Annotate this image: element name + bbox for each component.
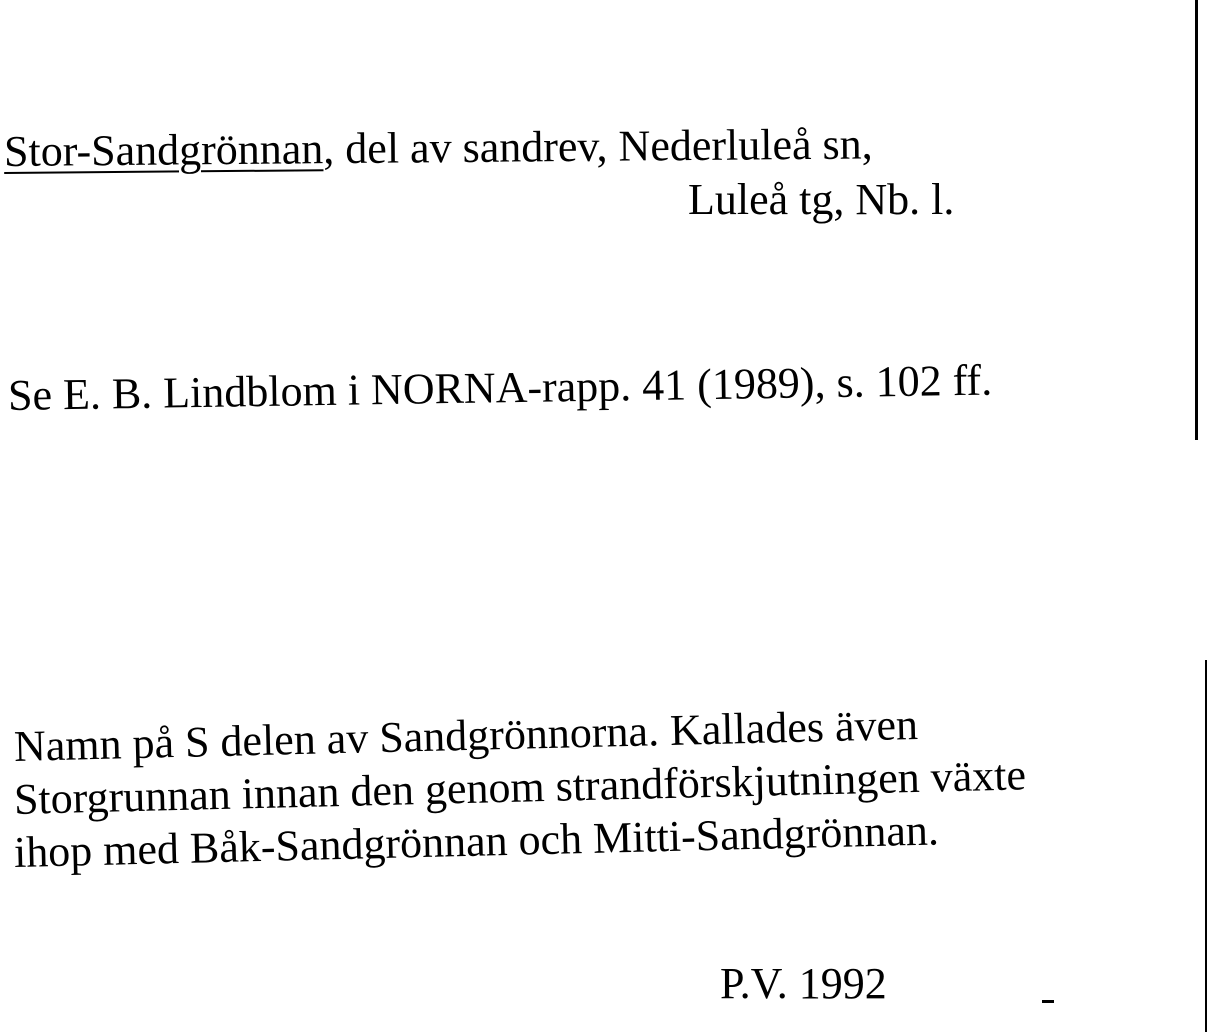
signature: P.V. 1992 [720, 959, 887, 1008]
scan-mark [1042, 1000, 1054, 1003]
headword: Stor-Sandgrönnan [3, 124, 324, 176]
entry-definition-part1: , del av sandrev, Nederluleå sn, [323, 119, 873, 174]
description-line-3: ihop med Båk-Sandgrönnan och Mitti-Sandgrönnan. [13, 805, 940, 877]
scan-edge-top [1195, 0, 1198, 440]
entry-line-1 [3, 119, 873, 176]
description-line-2: Storgrunnan innan den genom strandförskjutningen växte [13, 750, 1027, 824]
reference-line [7, 355, 993, 420]
description-line-1: Namn på S delen av Sandgrönnorna. Kallades även [13, 699, 919, 771]
scan-edge-bottom [1205, 660, 1207, 1032]
reference-text: Se E. B. Lindblom i NORNA-rapp. 41 (1989), s. 102 ff. [7, 355, 993, 420]
entry-line-2 [688, 175, 955, 224]
entry-definition-part2: Luleå tg, Nb. l. [688, 175, 955, 224]
